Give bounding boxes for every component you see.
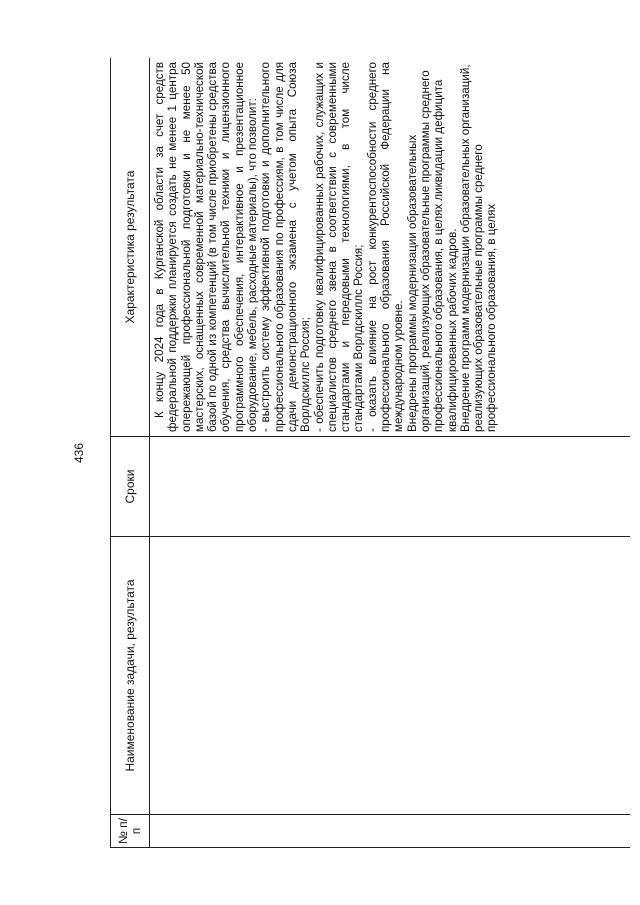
table-header-row bbox=[111, 58, 150, 848]
result-paragraph: - оказать влияние на рост конкурентоспособности среднего профессионального образования Российской Федерации на международном уровне. bbox=[365, 62, 406, 432]
table-row bbox=[150, 58, 631, 848]
rotated-page bbox=[110, 58, 630, 848]
result-paragraph: - обеспечить подготовку квалифицированных рабочих, служащих и специалистов среднего звена в соответствии с современными стандартами и передовыми технологиями, в том числе стандартами Ворлдскиллс Россия; bbox=[312, 62, 366, 432]
cell-term bbox=[150, 437, 631, 537]
results-table bbox=[110, 58, 630, 848]
result-paragraph: Внедрение программ модернизации образовательных организаций, реализующих образовательные программы среднего профессионального образования, в целях bbox=[458, 64, 499, 432]
table-sheet bbox=[110, 58, 630, 848]
header-result: Характеристика результата bbox=[111, 58, 150, 437]
header-task: Наименование задачи, результата bbox=[111, 537, 150, 815]
header-term: Сроки bbox=[111, 437, 150, 537]
cell-task bbox=[150, 537, 631, 815]
result-paragraph: - выстроить систему эффективной подготовки и дополнительного профессионального образования по профессиям, в том числе для сдачи демонстрационного экзамена с учетом опыта Союза Ворлдскиллс Россия; bbox=[259, 62, 313, 432]
result-paragraph: Внедрены программы модернизации образовательных организаций, реализующих образовательные программы среднего профессионального образования, в целях ликвидации дефицита квалифицированных рабочих кадров. bbox=[405, 70, 459, 432]
cell-result bbox=[150, 58, 631, 437]
header-num: № п/п bbox=[111, 815, 150, 848]
page-number: 436 bbox=[72, 442, 86, 464]
cell-num bbox=[150, 815, 631, 848]
result-paragraph: К концу 2024 года в Курганской области за счет средств федеральной поддержки планируется создать не менее 1 центра опережающей профессиональной подготовки и не менее 50 мастерских, оснащенных современной материально-технической базой по одной из компетенций (в том числе приобретены средства обучения, средства вычислительной техники и лицензионного программного обеспечения, интерактивное и презентационное оборудование, мебель, расходные материалы), что позволит: bbox=[153, 62, 260, 432]
